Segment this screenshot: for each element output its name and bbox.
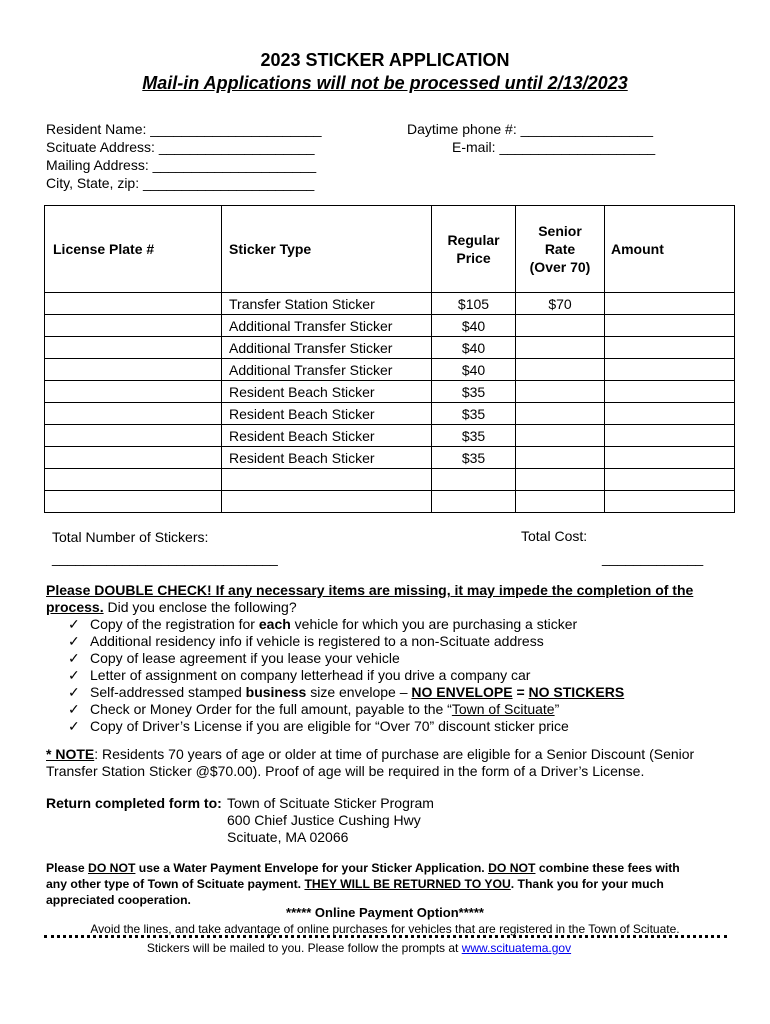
regular-price-cell [432, 469, 516, 491]
sticker-type-cell: Additional Transfer Sticker [222, 359, 432, 381]
online-payment-title: ***** Online Payment Option***** [286, 905, 484, 920]
senior-rate-cell [516, 315, 605, 337]
table-row [45, 403, 735, 425]
city-state-zip-field[interactable]: City, State, zip: ______________________ [46, 175, 315, 191]
amount-cell[interactable] [605, 447, 735, 469]
regular-price-cell: $40 [432, 359, 516, 381]
senior-rate-cell [516, 381, 605, 403]
amount-cell[interactable] [605, 315, 735, 337]
return-label: Return completed form to: [46, 795, 222, 811]
header-sticker-type: Sticker Type [222, 206, 432, 293]
header-regular-price: Regular Price [432, 206, 516, 293]
online-line-1: Avoid the lines, and take advantage of online purchases for vehicles that are registered in the Town of Scituate. [90, 922, 680, 936]
page-title: 2023 STICKER APPLICATION [260, 50, 510, 70]
header-license-plate: License Plate # [45, 206, 222, 293]
amount-cell[interactable] [605, 293, 735, 315]
double-check-warning: Please DOUBLE CHECK! If any necessary items are missing, it may impede the completion of the [46, 582, 694, 598]
checkmark-icon: ✓ [68, 650, 80, 666]
plate-cell[interactable] [45, 293, 222, 315]
senior-rate-cell [516, 469, 605, 491]
return-address: Town of Scituate Sticker Program 600 Chief Justice Cushing Hwy Scituate, MA 02066 [227, 795, 434, 845]
regular-price-cell: $35 [432, 381, 516, 403]
daytime-phone-field[interactable]: Daytime phone #: _________________ [407, 121, 653, 137]
table-row [45, 491, 735, 513]
plate-cell[interactable] [45, 315, 222, 337]
table-row [45, 381, 735, 403]
table-row [45, 469, 735, 491]
list-item: ✓ Copy of lease agreement if you lease your vehicle [68, 650, 400, 666]
plate-cell[interactable] [45, 425, 222, 447]
total-cost-line[interactable]: _____________ [602, 550, 704, 566]
scituate-website-link[interactable]: www.scituatema.gov [461, 941, 572, 955]
table-row [45, 293, 735, 315]
regular-price-cell: $105 [432, 293, 516, 315]
amount-cell[interactable] [605, 403, 735, 425]
amount-cell[interactable] [605, 359, 735, 381]
resident-name-field[interactable]: Resident Name: ______________________ [46, 121, 322, 137]
list-item: ✓ Copy of Driver’s License if you are eligible for “Over 70” discount sticker price [68, 718, 569, 734]
total-number-line[interactable]: _____________________________ [52, 550, 278, 566]
online-line-2: Stickers will be mailed to you. Please follow the prompts at www.scituatema.gov [146, 941, 572, 955]
table-header-row [45, 206, 735, 293]
senior-rate-cell: $70 [516, 293, 605, 315]
list-item: ✓ Self-addressed stamped business size envelope – NO ENVELOPE = NO STICKERS [68, 684, 625, 700]
senior-rate-cell [516, 337, 605, 359]
sticker-type-cell: Additional Transfer Sticker [222, 337, 432, 359]
regular-price-cell: $40 [432, 315, 516, 337]
regular-price-cell: $40 [432, 337, 516, 359]
amount-cell[interactable] [605, 469, 735, 491]
total-cost-label: Total Cost: [521, 528, 588, 544]
sticker-type-cell: Resident Beach Sticker [222, 425, 432, 447]
regular-price-cell: $35 [432, 447, 516, 469]
header-senior-rate: Senior Rate (Over 70) [516, 206, 605, 293]
senior-rate-cell [516, 491, 605, 513]
table-row [45, 359, 735, 381]
plate-cell[interactable] [45, 447, 222, 469]
senior-rate-cell [516, 359, 605, 381]
table-row [45, 315, 735, 337]
table-row [45, 337, 735, 359]
double-check-question: Did you enclose the following? [103, 599, 297, 615]
list-item: ✓ Additional residency info if vehicle is registered to a non-Scituate address [68, 633, 544, 649]
sticker-type-cell: Transfer Station Sticker [222, 293, 432, 315]
regular-price-cell: $35 [432, 403, 516, 425]
amount-cell[interactable] [605, 381, 735, 403]
plate-cell[interactable] [45, 337, 222, 359]
regular-price-cell [432, 491, 516, 513]
sticker-type-cell: Resident Beach Sticker [222, 403, 432, 425]
scituate-address-field[interactable]: Scituate Address: ____________________ [46, 139, 315, 155]
plate-cell[interactable] [45, 359, 222, 381]
email-field[interactable]: E-mail: ____________________ [452, 139, 656, 155]
plate-cell[interactable] [45, 381, 222, 403]
list-item: ✓ Letter of assignment on company letterhead if you drive a company car [68, 667, 531, 683]
list-item: ✓ Check or Money Order for the full amount, payable to the “Town of Scituate” [68, 701, 560, 717]
plate-cell[interactable] [45, 469, 222, 491]
payment-warning: Please DO NOT use a Water Payment Envelope for your Sticker Application. DO NOT combine these fees with any other type of Town of Scituate payment. THEY WILL BE RETURNED TO YOU. Thank you for your much appreciated cooperation. [46, 861, 680, 907]
senior-rate-cell [516, 425, 605, 447]
regular-price-cell: $35 [432, 425, 516, 447]
dotted-divider [44, 935, 727, 938]
sticker-table [44, 205, 735, 513]
sticker-type-cell [222, 469, 432, 491]
table-row [45, 425, 735, 447]
checklist [46, 616, 726, 735]
checkmark-icon: ✓ [68, 633, 80, 649]
page-subtitle: Mail-in Applications will not be processed until 2/13/2023 [142, 73, 628, 93]
amount-cell[interactable] [605, 425, 735, 447]
sticker-type-cell: Resident Beach Sticker [222, 447, 432, 469]
note-label: * NOTE [46, 746, 95, 762]
total-number-label: Total Number of Stickers: [52, 529, 209, 545]
checkmark-icon: ✓ [68, 667, 80, 683]
plate-cell[interactable] [45, 403, 222, 425]
senior-note: * NOTE: Residents 70 years of age or older at time of purchase are eligible for a Senior Discount (Senior Transfer Station Sticker @$70.00). Proof of age will be required in the form of a Driver’s License. [46, 746, 695, 779]
table-row [45, 447, 735, 469]
double-check-warning-end: process. [46, 599, 104, 615]
checkmark-icon: ✓ [68, 718, 80, 734]
double-check-section [46, 582, 726, 735]
sticker-type-cell: Resident Beach Sticker [222, 381, 432, 403]
mailing-address-field[interactable]: Mailing Address: _____________________ [46, 157, 317, 173]
header-amount: Amount [605, 206, 735, 293]
checkmark-icon: ✓ [68, 616, 80, 632]
checkmark-icon: ✓ [68, 701, 80, 717]
sticker-type-cell: Additional Transfer Sticker [222, 315, 432, 337]
sticker-type-cell [222, 491, 432, 513]
amount-cell[interactable] [605, 491, 735, 513]
checkmark-icon: ✓ [68, 684, 80, 700]
list-item: ✓ Copy of the registration for each vehicle for which you are purchasing a sticker [68, 616, 578, 632]
plate-cell[interactable] [45, 491, 222, 513]
amount-cell[interactable] [605, 337, 735, 359]
senior-rate-cell [516, 403, 605, 425]
senior-rate-cell [516, 447, 605, 469]
